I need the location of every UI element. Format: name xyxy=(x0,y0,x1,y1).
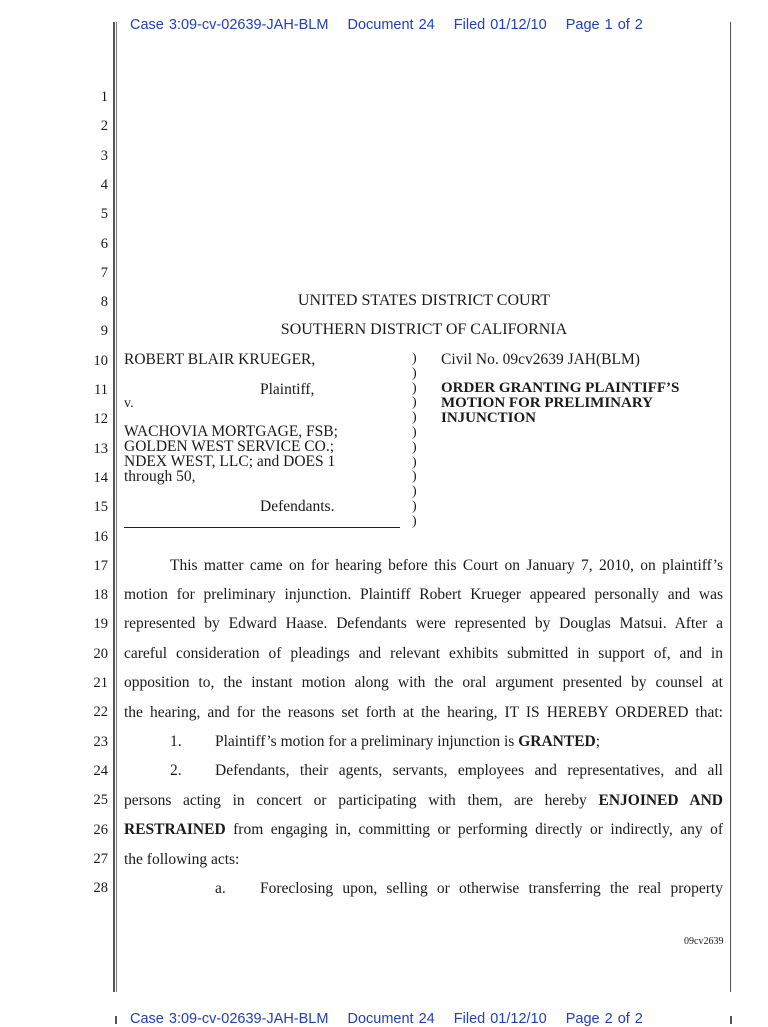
left-margin-rule-inner xyxy=(116,22,117,992)
document-number-page-2: Document 24 xyxy=(347,1011,435,1027)
item-a-letter: a. xyxy=(215,880,226,897)
body-line-26: RESTRAINED from engaging in, committing or performing directly or indirectly, any of xyxy=(124,821,723,838)
line-number: 13 xyxy=(93,440,108,457)
document-number: Document 24 xyxy=(347,17,435,33)
page-2-right-rule xyxy=(730,1016,732,1024)
plaintiff-name: ROBERT BLAIR KRUEGER, xyxy=(124,351,316,368)
order-title xyxy=(441,381,721,426)
line-number: 20 xyxy=(93,645,108,662)
line-number: 16 xyxy=(93,528,108,545)
line-number: 12 xyxy=(93,411,108,428)
item-1-text: Plaintiff’s motion for a preliminary injunction is GRANTED; xyxy=(215,733,601,750)
court-district: SOUTHERN DISTRICT OF CALIFORNIA xyxy=(280,321,568,338)
line-number: 28 xyxy=(93,880,108,897)
line-number: 10 xyxy=(93,352,108,369)
line-number: 9 xyxy=(100,323,108,340)
line-number: 26 xyxy=(93,821,108,838)
filed-date-page-2: Filed 01/12/10 xyxy=(453,1011,547,1027)
page-header xyxy=(130,17,657,33)
body-line-24: Defendants, their agents, servants, employees and representatives, and all xyxy=(215,762,723,779)
case-number: Case 3:09-cv-02639-JAH-BLM xyxy=(130,17,329,33)
defendant-line-3: NDEX WEST, LLC; and DOES 1 xyxy=(124,453,336,470)
versus: v. xyxy=(124,396,134,411)
line-number: 21 xyxy=(93,675,108,691)
caption-parentheses: ) ) ) ) ) ) ) ) ) ) ) ) xyxy=(412,351,417,529)
body-line-22: the hearing, and for the reasons set forth at the hearing, IT IS HEREBY ORDERED that: xyxy=(124,704,723,721)
line-number: 18 xyxy=(93,587,108,604)
body-line-27: the following acts: xyxy=(124,851,240,868)
page-2-left-rule xyxy=(115,1016,117,1024)
body-line-28: Foreclosing upon, selling or otherwise transferring the real property xyxy=(260,880,723,897)
line-number: 6 xyxy=(100,235,108,252)
item-1-number: 1. xyxy=(170,733,182,750)
defendant-line-2: GOLDEN WEST SERVICE CO.; xyxy=(124,438,335,455)
page-2-header xyxy=(130,1011,657,1027)
civil-number: Civil No. 09cv2639 JAH(BLM) xyxy=(441,351,640,368)
order-title-line-1: ORDER GRANTING PLAINTIFF’S xyxy=(441,380,680,396)
defendant-line-4: through 50, xyxy=(124,468,196,485)
line-number: 4 xyxy=(100,176,108,193)
case-number-page-2: Case 3:09-cv-02639-JAH-BLM xyxy=(130,1011,329,1027)
left-margin-rule xyxy=(113,22,115,992)
line-number: 3 xyxy=(100,147,108,164)
line-number: 2 xyxy=(100,118,108,135)
court-name: UNITED STATES DISTRICT COURT xyxy=(297,292,551,309)
line-number: 24 xyxy=(93,762,108,779)
line-number: 17 xyxy=(93,557,108,574)
body-line-21: opposition to, the instant motion along with the oral argument presented by counsel at xyxy=(124,674,723,691)
body-line-19: represented by Edward Haase. Defendants were represented by Douglas Matsui. After a xyxy=(124,615,723,632)
footer-case-code: 09cv2639 xyxy=(684,936,724,947)
line-number: 19 xyxy=(93,616,108,633)
line-number: 14 xyxy=(93,469,108,486)
body-line-18: motion for preliminary injunction. Plaintiff Robert Krueger appeared personally and was xyxy=(124,586,723,603)
page-indicator: Page 1 of 2 xyxy=(565,17,643,33)
plaintiff-label: Plaintiff, xyxy=(260,381,315,398)
body-line-25: persons acting in concert or participating with them, are hereby ENJOINED AND xyxy=(124,792,723,809)
line-number: 5 xyxy=(100,206,108,223)
line-number: 23 xyxy=(93,733,108,750)
caption-underline xyxy=(124,527,400,528)
order-title-line-3: INJUNCTION xyxy=(441,410,537,426)
line-number: 7 xyxy=(100,264,108,281)
order-title-line-2: MOTION FOR PRELIMINARY xyxy=(441,395,653,411)
line-number: 11 xyxy=(94,382,108,398)
defendant-line-1: WACHOVIA MORTGAGE, FSB; xyxy=(124,423,338,440)
filed-date: Filed 01/12/10 xyxy=(453,17,547,33)
page-indicator-page-2: Page 2 of 2 xyxy=(565,1011,643,1027)
line-number: 25 xyxy=(93,792,108,809)
body-line-20: careful consideration of pleadings and relevant exhibits submitted in support of, and in xyxy=(124,645,723,662)
body-line-17: This matter came on for hearing before this Court on January 7, 2010, on plaintiff’s xyxy=(170,557,723,574)
line-number: 22 xyxy=(93,704,108,721)
item-2-number: 2. xyxy=(170,762,182,779)
line-number: 27 xyxy=(93,850,108,867)
defendants-label: Defendants. xyxy=(260,498,335,515)
line-number: 15 xyxy=(93,499,108,516)
right-margin-rule xyxy=(730,22,731,992)
line-number: 1 xyxy=(100,89,108,105)
line-number: 8 xyxy=(100,294,108,311)
